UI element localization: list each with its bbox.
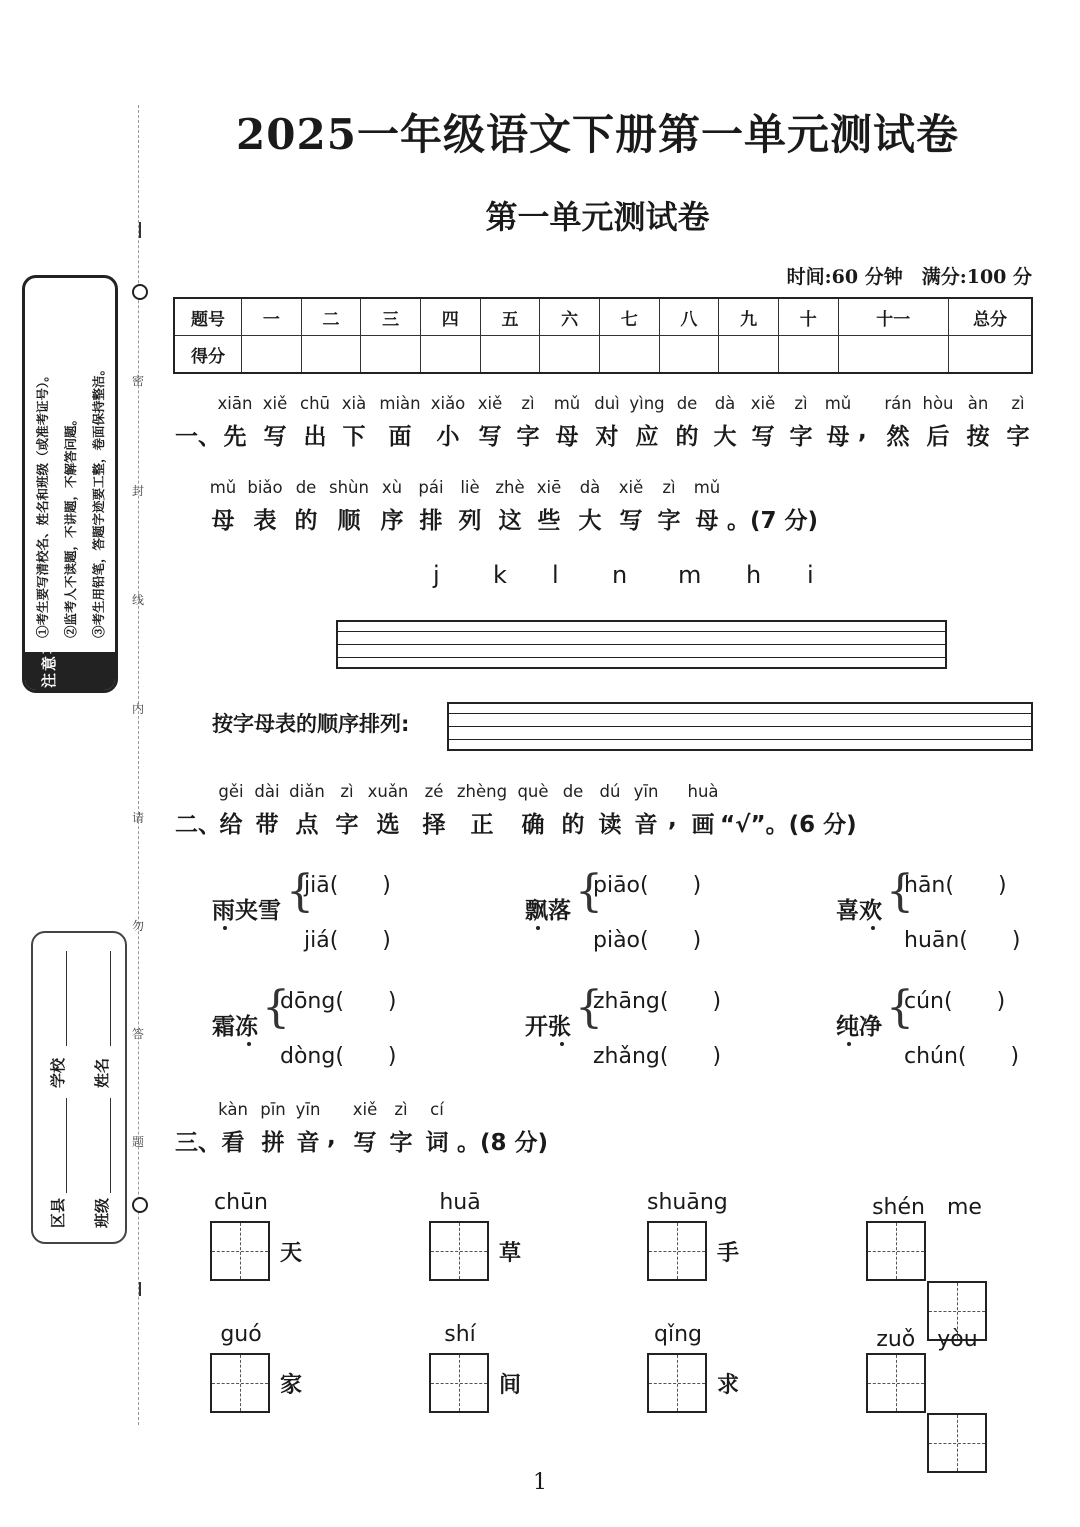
pinyin-syllable: zé [424, 782, 444, 801]
hanzi-char: 确 [521, 812, 545, 838]
pronunciation-item [525, 866, 755, 953]
hanzi-char: 词 [425, 1130, 449, 1156]
notice-line: ③考生用铅笔，答题字迹要工整，卷面保持整洁。 [91, 362, 106, 638]
option-reading[interactable]: zhǎng( ) [593, 1044, 722, 1069]
pinyin-syllable: zì [794, 394, 808, 413]
hanzi-char: 画 [691, 812, 715, 838]
hanzi-char: 母 [826, 424, 850, 450]
q2-number: 二、 [175, 812, 221, 838]
score-cell[interactable] [301, 336, 361, 374]
option-reading[interactable]: cún( ) [904, 989, 1006, 1014]
hanzi-char: 大 [713, 424, 737, 450]
seal-char: 线 [132, 593, 145, 607]
hanzi-char: 正 [470, 812, 494, 838]
pinyin-syllable: mǔ [693, 478, 721, 497]
option-reading[interactable]: hān( ) [904, 873, 1007, 898]
pinyin-syllable: mǔ [553, 394, 581, 413]
letter: l [552, 561, 559, 589]
score-cell[interactable] [540, 336, 600, 374]
table-cell: 七 [599, 298, 659, 336]
hanzi-char: 选 [376, 812, 400, 838]
q1-number: 一、 [175, 424, 221, 450]
binding-dashed-line [138, 105, 139, 1425]
class-field[interactable] [110, 1098, 111, 1193]
pinyin-prompt: huā [439, 1190, 481, 1215]
letter: k [493, 561, 507, 589]
pinyin-syllable: zì [340, 782, 354, 801]
tian-grid-box[interactable] [210, 1221, 270, 1281]
hanzi-char: 对 [595, 424, 619, 450]
hanzi-char: 给 [219, 812, 243, 838]
q1-answer-lines[interactable] [336, 620, 947, 669]
district-field[interactable] [66, 1098, 67, 1193]
pronunciation-item [836, 982, 1066, 1069]
pinyin-syllable: xuǎn [367, 782, 409, 801]
pinyin-syllable: pái [418, 478, 444, 497]
hanzi-char: 面 [388, 424, 412, 450]
pinyin-syllable: pīn [260, 1100, 286, 1119]
tian-grid-box[interactable] [647, 1353, 707, 1413]
binding-hole-top [132, 284, 148, 300]
option-reading[interactable]: dòng( ) [280, 1044, 397, 1069]
q1-letter-row [405, 561, 835, 595]
score-cell[interactable] [719, 336, 779, 374]
seal-char: 题 [132, 1135, 145, 1149]
pinyin-syllable: xù [381, 478, 403, 497]
pinyin-syllable: kàn [218, 1100, 248, 1119]
write-word-item [866, 1190, 996, 1285]
score-note: 。(8 分) [457, 1130, 549, 1156]
pinyin-syllable: xià [341, 394, 367, 413]
q1-order-answer-lines[interactable] [447, 702, 1033, 751]
given-char: 草 [499, 1241, 522, 1266]
table-cell: 九 [719, 298, 779, 336]
write-word-item [647, 1322, 777, 1417]
pinyin-syllable: hòu [922, 394, 954, 413]
pinyin-syllable: diǎn [289, 782, 325, 801]
pinyin-syllable: duì [594, 394, 620, 413]
write-word-item [429, 1322, 559, 1417]
notice-title: 注意事项 [40, 619, 58, 688]
word: 纯净 [836, 1014, 882, 1040]
hanzi-char: 应 [635, 424, 659, 450]
hanzi-char: 出 [303, 424, 327, 450]
q3-number: 三、 [175, 1130, 221, 1156]
pinyin-syllable: xiě [262, 394, 288, 413]
pinyin-syllable: yīn [633, 782, 659, 801]
letter: n [612, 561, 628, 589]
given-char: 求 [717, 1373, 740, 1398]
hanzi-char: 字 [789, 424, 813, 450]
brace: { [286, 866, 314, 917]
pinyin-syllable: xiān [217, 394, 253, 413]
tian-grid-box[interactable] [429, 1221, 489, 1281]
hanzi-char: 音 [634, 812, 658, 838]
hanzi-char: 字 [1006, 424, 1030, 450]
option-reading[interactable]: chún( ) [904, 1044, 1020, 1069]
given-char: 家 [280, 1373, 303, 1398]
pronunciation-item [525, 982, 755, 1069]
pinyin-syllable: zì [394, 1100, 408, 1119]
pinyin-syllable: miàn [379, 394, 421, 413]
page-number: 1 [533, 1470, 547, 1495]
option-reading[interactable]: piào( ) [593, 928, 702, 953]
time-score-info: 时间:60 分钟 满分:100 分 [786, 266, 1032, 288]
pronunciation-item [212, 982, 442, 1069]
tian-grid-box[interactable] [647, 1221, 707, 1281]
pinyin-syllable: dú [599, 782, 621, 801]
pinyin-syllable: dà [714, 394, 736, 413]
pinyin-syllable: liè [460, 478, 480, 497]
pinyin-syllable: shùn [329, 478, 369, 497]
hanzi-char: 母 [555, 424, 579, 450]
pinyin-syllable: de [676, 394, 698, 413]
q1-instruction-line1 [175, 394, 1035, 458]
binding-tick [139, 1282, 141, 1296]
pinyin-prompt: zuǒ yòu [876, 1327, 978, 1352]
letter: i [807, 561, 814, 589]
hanzi-char: 的 [675, 424, 699, 450]
hanzi-char: 序 [380, 508, 404, 534]
notice-line: ②监考人不读题，不讲题，不解答问题。 [63, 412, 78, 638]
table-cell: 三 [361, 298, 421, 336]
hanzi-char: 择 [422, 812, 446, 838]
letter: h [746, 561, 762, 589]
write-word-item [866, 1322, 996, 1417]
name-field[interactable] [110, 951, 111, 1046]
table-cell: 四 [420, 298, 480, 336]
table-cell: 一 [242, 298, 302, 336]
pinyin-syllable: cí [430, 1100, 444, 1119]
pinyin-prompt: chūn [214, 1190, 268, 1215]
emphasis-dot [536, 926, 540, 930]
pinyin-syllable: xiē [536, 478, 562, 497]
emphasis-dot [847, 1042, 851, 1046]
table-cell: 六 [540, 298, 600, 336]
hanzi-char: 些 [537, 508, 561, 534]
table-cell: 总分 [949, 298, 1033, 336]
brace: { [575, 982, 603, 1033]
hanzi-char: 写 [751, 424, 775, 450]
pinyin-syllable: àn [967, 394, 989, 413]
letter: m [678, 561, 702, 589]
pinyin-syllable: xiě [352, 1100, 378, 1119]
pinyin-syllable: yīn [295, 1100, 321, 1119]
hanzi-char: 表 [253, 508, 277, 534]
pinyin-syllable: mǔ [824, 394, 852, 413]
hanzi-char: 带 [255, 812, 279, 838]
score-cell[interactable] [242, 336, 302, 374]
score-cell[interactable] [949, 336, 1033, 374]
hanzi-char: 的 [294, 508, 318, 534]
hanzi-char: 写 [263, 424, 287, 450]
given-char: 天 [280, 1241, 303, 1266]
binding-hole-bottom [132, 1197, 148, 1213]
pinyin-prompt: shén me [872, 1195, 982, 1220]
pinyin-syllable: mǔ [209, 478, 237, 497]
hanzi-char: 先 [223, 424, 247, 450]
seal-char: 请 [132, 811, 145, 825]
score-cell[interactable] [659, 336, 719, 374]
seal-char: 答 [132, 1027, 145, 1041]
emphasis-dot [871, 926, 875, 930]
q1-order-label: 按字母表的顺序排列: [212, 712, 410, 736]
class-label: 班级 [93, 1197, 111, 1228]
student-info-box [31, 931, 127, 1244]
option-reading[interactable]: zhāng( ) [593, 989, 722, 1014]
score-cell[interactable] [599, 336, 659, 374]
emphasis-dot [560, 1042, 564, 1046]
pronunciation-item [212, 866, 442, 953]
seal-char: 密 [132, 374, 145, 388]
score-cell[interactable] [838, 336, 948, 374]
pinyin-syllable: què [517, 782, 549, 801]
tian-grid-box[interactable] [866, 1353, 926, 1413]
comma: , [668, 806, 677, 832]
hanzi-char: 排 [419, 508, 443, 534]
pinyin-syllable: xiě [477, 394, 503, 413]
score-table [173, 297, 1033, 374]
hanzi-char: 写 [619, 508, 643, 534]
hanzi-char: 母 [695, 508, 719, 534]
table-cell: 二 [301, 298, 361, 336]
hanzi-char: 母 [211, 508, 235, 534]
score-cell[interactable] [778, 336, 838, 374]
word: 飘落 [525, 898, 571, 924]
pinyin-syllable: zì [662, 478, 676, 497]
pinyin-syllable: zì [521, 394, 535, 413]
pronunciation-item [836, 866, 1066, 953]
school-label: 学校 [49, 1057, 67, 1088]
emphasis-dot [223, 926, 227, 930]
score-cell[interactable] [420, 336, 480, 374]
pinyin-prompt: guó [220, 1322, 262, 1347]
tian-grid-box[interactable] [927, 1413, 987, 1473]
hanzi-char: 这 [498, 508, 522, 534]
brace: { [262, 982, 290, 1033]
hanzi-char: 看 [221, 1130, 245, 1156]
table-cell: 五 [480, 298, 540, 336]
pinyin-syllable: chū [300, 394, 330, 413]
brace: { [886, 866, 914, 917]
write-word-item [429, 1190, 559, 1285]
word: 喜欢 [836, 898, 882, 924]
pinyin-syllable: gěi [218, 782, 244, 801]
table-cell: 十一 [838, 298, 948, 336]
brace: { [575, 866, 603, 917]
word: 霜冻 [212, 1014, 258, 1040]
option-reading[interactable]: jiá( ) [304, 928, 391, 953]
score-table-header-row [174, 298, 1032, 336]
pinyin-syllable: zhè [495, 478, 525, 497]
pinyin-syllable: xiě [750, 394, 776, 413]
hanzi-char: 大 [578, 508, 602, 534]
option-reading[interactable]: piāo( ) [593, 873, 702, 898]
notice-box [22, 275, 118, 693]
table-cell: 题号 [174, 298, 242, 336]
seal-char: 内 [132, 702, 145, 716]
letter: j [433, 561, 440, 589]
comma: , [858, 418, 867, 444]
hanzi-char: 字 [516, 424, 540, 450]
score-cell[interactable] [480, 336, 540, 374]
write-word-item [210, 1190, 340, 1285]
q2-instruction [175, 782, 935, 846]
table-cell: 十 [778, 298, 838, 336]
word: 开张 [525, 1014, 571, 1040]
write-word-item [210, 1322, 340, 1417]
hanzi-char: 小 [436, 424, 460, 450]
option-reading[interactable]: huān( ) [904, 928, 1021, 953]
score-note: 。(7 分) [727, 508, 819, 534]
pinyin-syllable: zhèng [456, 782, 508, 801]
name-label: 姓名 [93, 1057, 111, 1088]
option-reading[interactable]: jiā( ) [304, 873, 391, 898]
hanzi-char: 字 [335, 812, 359, 838]
score-cell[interactable] [361, 336, 421, 374]
pinyin-prompt: qǐng [654, 1322, 702, 1347]
hanzi-char: 然 [886, 424, 910, 450]
district-label: 区县 [49, 1197, 67, 1228]
tian-grid-box[interactable] [866, 1221, 926, 1281]
score-note: “√”。(6 分) [720, 812, 857, 838]
pinyin-syllable: dà [579, 478, 601, 497]
hanzi-char: 的 [561, 812, 585, 838]
notice-line: ①考生要写清校名、姓名和班级（或准考证号）。 [35, 369, 50, 638]
pinyin-syllable: de [562, 782, 584, 801]
given-char: 手 [717, 1241, 740, 1266]
seal-char: 勿 [132, 919, 145, 933]
q1-instruction-line2 [175, 478, 875, 542]
page-title: 2025一年级语文下册第一单元测试卷 [236, 110, 959, 159]
hanzi-char: 字 [389, 1130, 413, 1156]
table-cell: 得分 [174, 336, 242, 374]
score-table-score-row [174, 336, 1032, 374]
hanzi-char: 顺 [337, 508, 361, 534]
hanzi-char: 列 [458, 508, 482, 534]
hanzi-char: 写 [353, 1130, 377, 1156]
pinyin-syllable: de [295, 478, 317, 497]
option-reading[interactable]: dōng( ) [280, 989, 397, 1014]
hanzi-char: 拼 [261, 1130, 285, 1156]
pinyin-prompt: shí [444, 1322, 476, 1347]
pinyin-syllable: xiě [618, 478, 644, 497]
table-cell: 八 [659, 298, 719, 336]
pinyin-syllable: dài [254, 782, 280, 801]
emphasis-dot [247, 1042, 251, 1046]
hanzi-char: 写 [478, 424, 502, 450]
comma: , [327, 1124, 336, 1150]
pinyin-syllable: biǎo [247, 478, 283, 497]
brace: { [886, 982, 914, 1033]
hanzi-char: 按 [966, 424, 990, 450]
pinyin-syllable: huà [687, 782, 719, 801]
word: 雨夹雪 [212, 898, 281, 924]
school-field[interactable] [66, 951, 67, 1046]
pinyin-syllable: zì [1011, 394, 1025, 413]
hanzi-char: 读 [598, 812, 622, 838]
hanzi-char: 下 [342, 424, 366, 450]
given-char: 间 [499, 1373, 522, 1398]
hanzi-char: 点 [295, 812, 319, 838]
pinyin-prompt: shuāng [647, 1190, 728, 1215]
q3-instruction [175, 1100, 675, 1164]
hanzi-char: 字 [657, 508, 681, 534]
hanzi-char: 后 [926, 424, 950, 450]
write-word-item [647, 1190, 777, 1285]
tian-grid-box[interactable] [429, 1353, 489, 1413]
pinyin-syllable: yìng [629, 394, 665, 413]
seal-char: 封 [132, 484, 145, 498]
pinyin-syllable: rán [884, 394, 912, 413]
tian-grid-box[interactable] [210, 1353, 270, 1413]
hanzi-char: 音 [296, 1130, 320, 1156]
page-subtitle: 第一单元测试卷 [485, 198, 710, 236]
pinyin-syllable: xiǎo [430, 394, 466, 413]
